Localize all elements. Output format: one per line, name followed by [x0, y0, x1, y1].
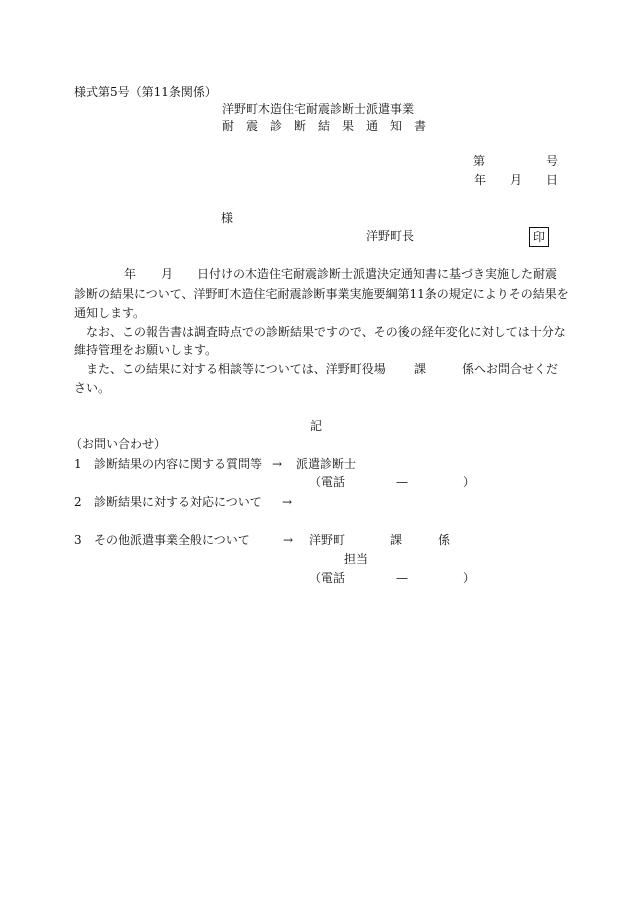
contact-heading: （お問い合わせ） — [70, 437, 167, 451]
body-line-7: さい。 — [74, 381, 111, 395]
body-line-6-ka: 課 — [414, 362, 427, 376]
item-2-text: 診断結果に対する対応について — [94, 495, 262, 509]
body-line-4: なお、この報告書は調査時点での診断結果ですので、その後の経年変化に対しては十分な — [86, 325, 566, 339]
item-1-arrow: → — [272, 457, 283, 471]
phone-dash-1: — — [396, 475, 408, 489]
item-3-number: 3 — [74, 533, 82, 547]
form-number: 様式第5号（第11条関係） — [74, 85, 217, 99]
item-1-destination: 派遣診断士 — [296, 457, 357, 471]
item-3-destination: 洋野町 — [309, 533, 346, 547]
date-year: 年 — [474, 173, 487, 187]
doc-number-go: 号 — [546, 154, 559, 168]
body-month: 月 — [161, 267, 174, 281]
phone-close-2: ） — [463, 571, 476, 585]
title-line-1: 洋野町木造住宅耐震診断士派遣事業 — [222, 102, 415, 116]
item-3-text: その他派遣事業全般について — [94, 533, 250, 547]
item-3-ka: 課 — [390, 533, 403, 547]
body-year: 年 — [124, 267, 137, 281]
body-line-1: 日付けの木造住宅耐震診断士派遣決定通知書に基づき実施した耐震 — [197, 267, 558, 281]
body-line-6: また、この結果に対する相談等については、洋野町役場 — [86, 362, 386, 376]
seal-mark: 印 — [529, 227, 549, 247]
item-1-number: 1 — [74, 457, 82, 471]
tanto-label: 担当 — [344, 552, 369, 566]
item-2-arrow: → — [282, 495, 293, 509]
ki-heading: 記 — [310, 419, 323, 433]
addressee-suffix: 様 — [221, 211, 234, 225]
sender-name: 洋野町長 — [366, 229, 415, 243]
title-line-2: 耐 震 診 断 結 果 通 知 書 — [222, 119, 427, 133]
body-line-6-kakari: 係へお問合せくだ — [462, 362, 559, 376]
doc-number-dai: 第 — [473, 154, 486, 168]
item-2-number: 2 — [74, 495, 82, 509]
date-month: 月 — [510, 173, 523, 187]
date-day: 日 — [546, 173, 559, 187]
item-3-kakari: 係 — [438, 533, 451, 547]
body-line-2: 診断の結果について、洋野町木造住宅耐震診断事業実施要綱第11条の規定によりその結果を — [74, 287, 569, 301]
phone-open-1: （電話 — [309, 475, 346, 489]
phone-open-2: （電話 — [309, 571, 346, 585]
body-line-5: 維持管理をお願いします。 — [74, 343, 218, 357]
phone-dash-2: — — [396, 571, 408, 585]
phone-close-1: ） — [463, 475, 476, 489]
body-line-3: 通知します。 — [74, 306, 146, 320]
item-1-text: 診断結果の内容に関する質問等 — [94, 457, 263, 471]
item-3-arrow: → — [283, 533, 294, 547]
